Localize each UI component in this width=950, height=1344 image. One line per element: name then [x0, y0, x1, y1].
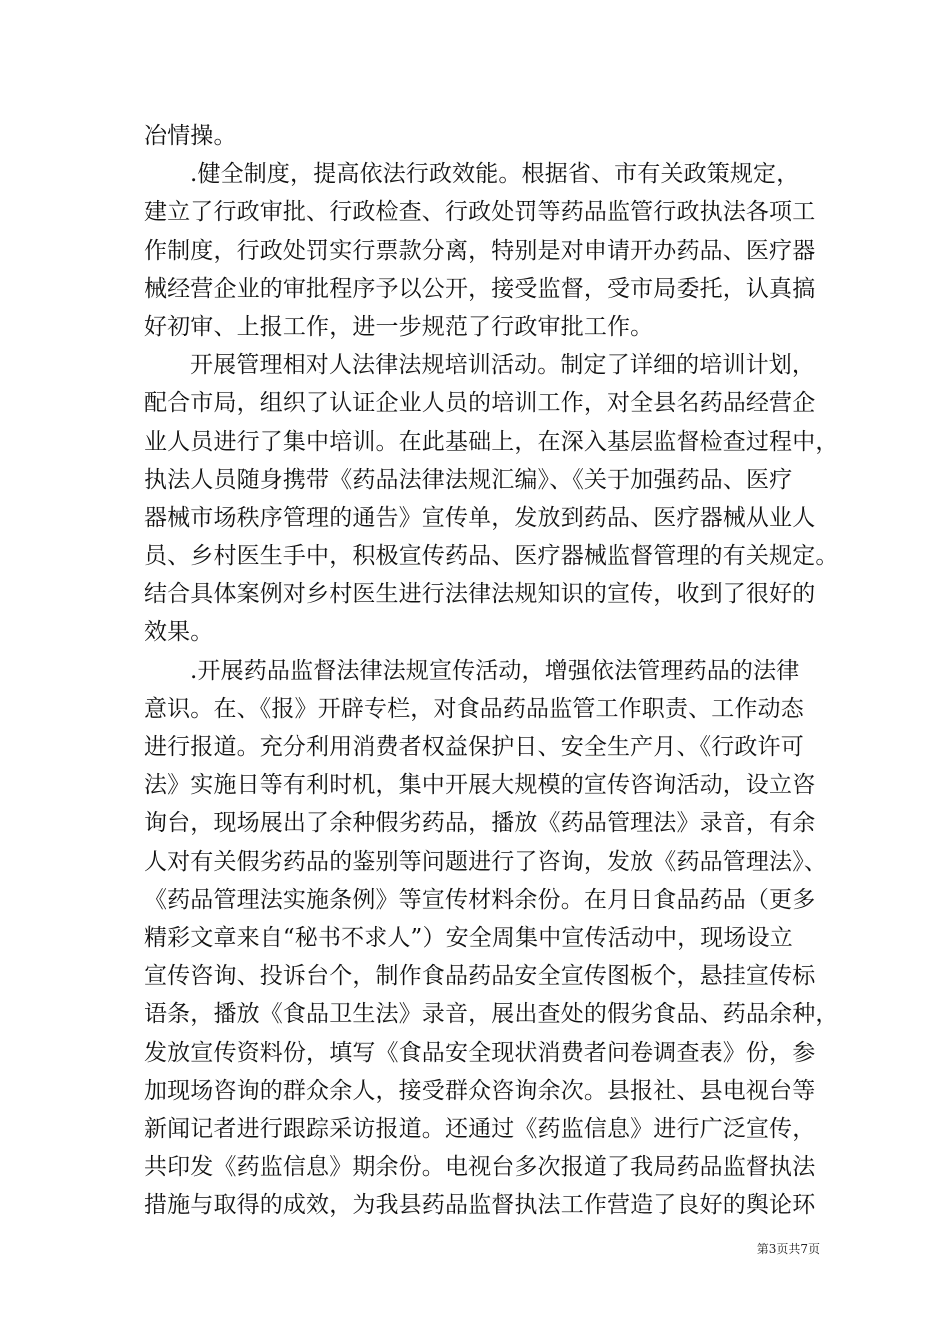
text-line: 进行报道。充分利用消费者权益保护日、安全生产月、《行政许可	[144, 734, 804, 760]
text-line: 冶情操。	[144, 123, 237, 149]
text-line: 员、乡村医生手中，积极宣传药品、医疗器械监督管理的有关规定。	[144, 543, 839, 570]
text-line: 执法人员随身携带《药品法律法规汇编》、《关于加强药品、医疗	[144, 466, 793, 493]
text-line: 询台，现场展出了余种假劣药品，播放《药品管理法》录音，有余	[144, 810, 816, 837]
paragraph-start-line: 开展管理相对人法律法规培训活动。制定了详细的培训计划，	[190, 352, 816, 379]
text-line: 发放宣传资料份，填写《食品安全现状消费者问卷调查表》份，参	[144, 1039, 816, 1066]
paragraph-start-line: .健全制度，提高依法行政效能。根据省、市有关政策规定，	[190, 161, 800, 188]
text-line: 人对有关假劣药品的鉴别等问题进行了咨询，发放《药品管理法》、	[144, 848, 827, 875]
text-line: 措施与取得的成效，为我县药品监督执法工作营造了良好的舆论环	[144, 1192, 816, 1219]
text-line: 效果。	[144, 619, 214, 646]
text-line: 建立了行政审批、行政检查、行政处罚等药品监管行政执法各项工	[144, 199, 816, 226]
text-line: 好初审、上报工作，进一步规范了行政审批工作。	[144, 313, 654, 340]
text-line: 械经营企业的审批程序予以公开，接受监督，受市局委托，认真搞	[144, 275, 816, 302]
text-line: 新闻记者进行跟踪采访报道。还通过《药监信息》进行广泛宣传，	[144, 1115, 816, 1142]
text-line: 共印发《药监信息》期余份。电视台多次报道了我局药品监督执法	[144, 1154, 816, 1181]
text-line: 《药品管理法实施条例》等宣传材料余份。在月日食品药品（更多	[144, 886, 816, 913]
text-line: 宣传咨询、投诉台个，制作食品药品安全宣传图板个，悬挂宣传标	[144, 963, 816, 990]
paragraph-start-line: .开展药品监督法律法规宣传活动，增强依法管理药品的法律	[190, 657, 800, 684]
text-line: 结合具体案例对乡村医生进行法律法规知识的宣传，收到了很好的	[144, 581, 816, 608]
text-line: 作制度，行政处罚实行票款分离，特别是对申请开办药品、医疗器	[144, 237, 816, 264]
text-line: 意识。在、《报》开辟专栏，对食品药品监管工作职责、工作动态	[144, 695, 804, 722]
document-body	[144, 117, 839, 1224]
page-number-footer: 第3页共7页	[756, 1242, 820, 1256]
text-line: 精彩文章来自“秘书不求人”）安全周集中宣传活动中，现场设立	[144, 924, 793, 951]
text-line: 配合市局，组织了认证企业人员的培训工作，对全县名药品经营企	[144, 390, 816, 417]
text-line: 语条，播放《食品卫生法》录音，展出查处的假劣食品、药品余种，	[144, 1001, 839, 1028]
text-line: 加现场咨询的群众余人，接受群众咨询余次。县报社、县电视台等	[144, 1077, 816, 1104]
text-line: 业人员进行了集中培训。在此基础上，在深入基层监督检查过程中，	[144, 428, 839, 455]
text-line: 器械市场秩序管理的通告》宣传单，发放到药品、医疗器械从业人	[144, 504, 816, 531]
text-line: 法》实施日等有利时机，集中开展大规模的宣传咨询活动，设立咨	[144, 772, 816, 799]
